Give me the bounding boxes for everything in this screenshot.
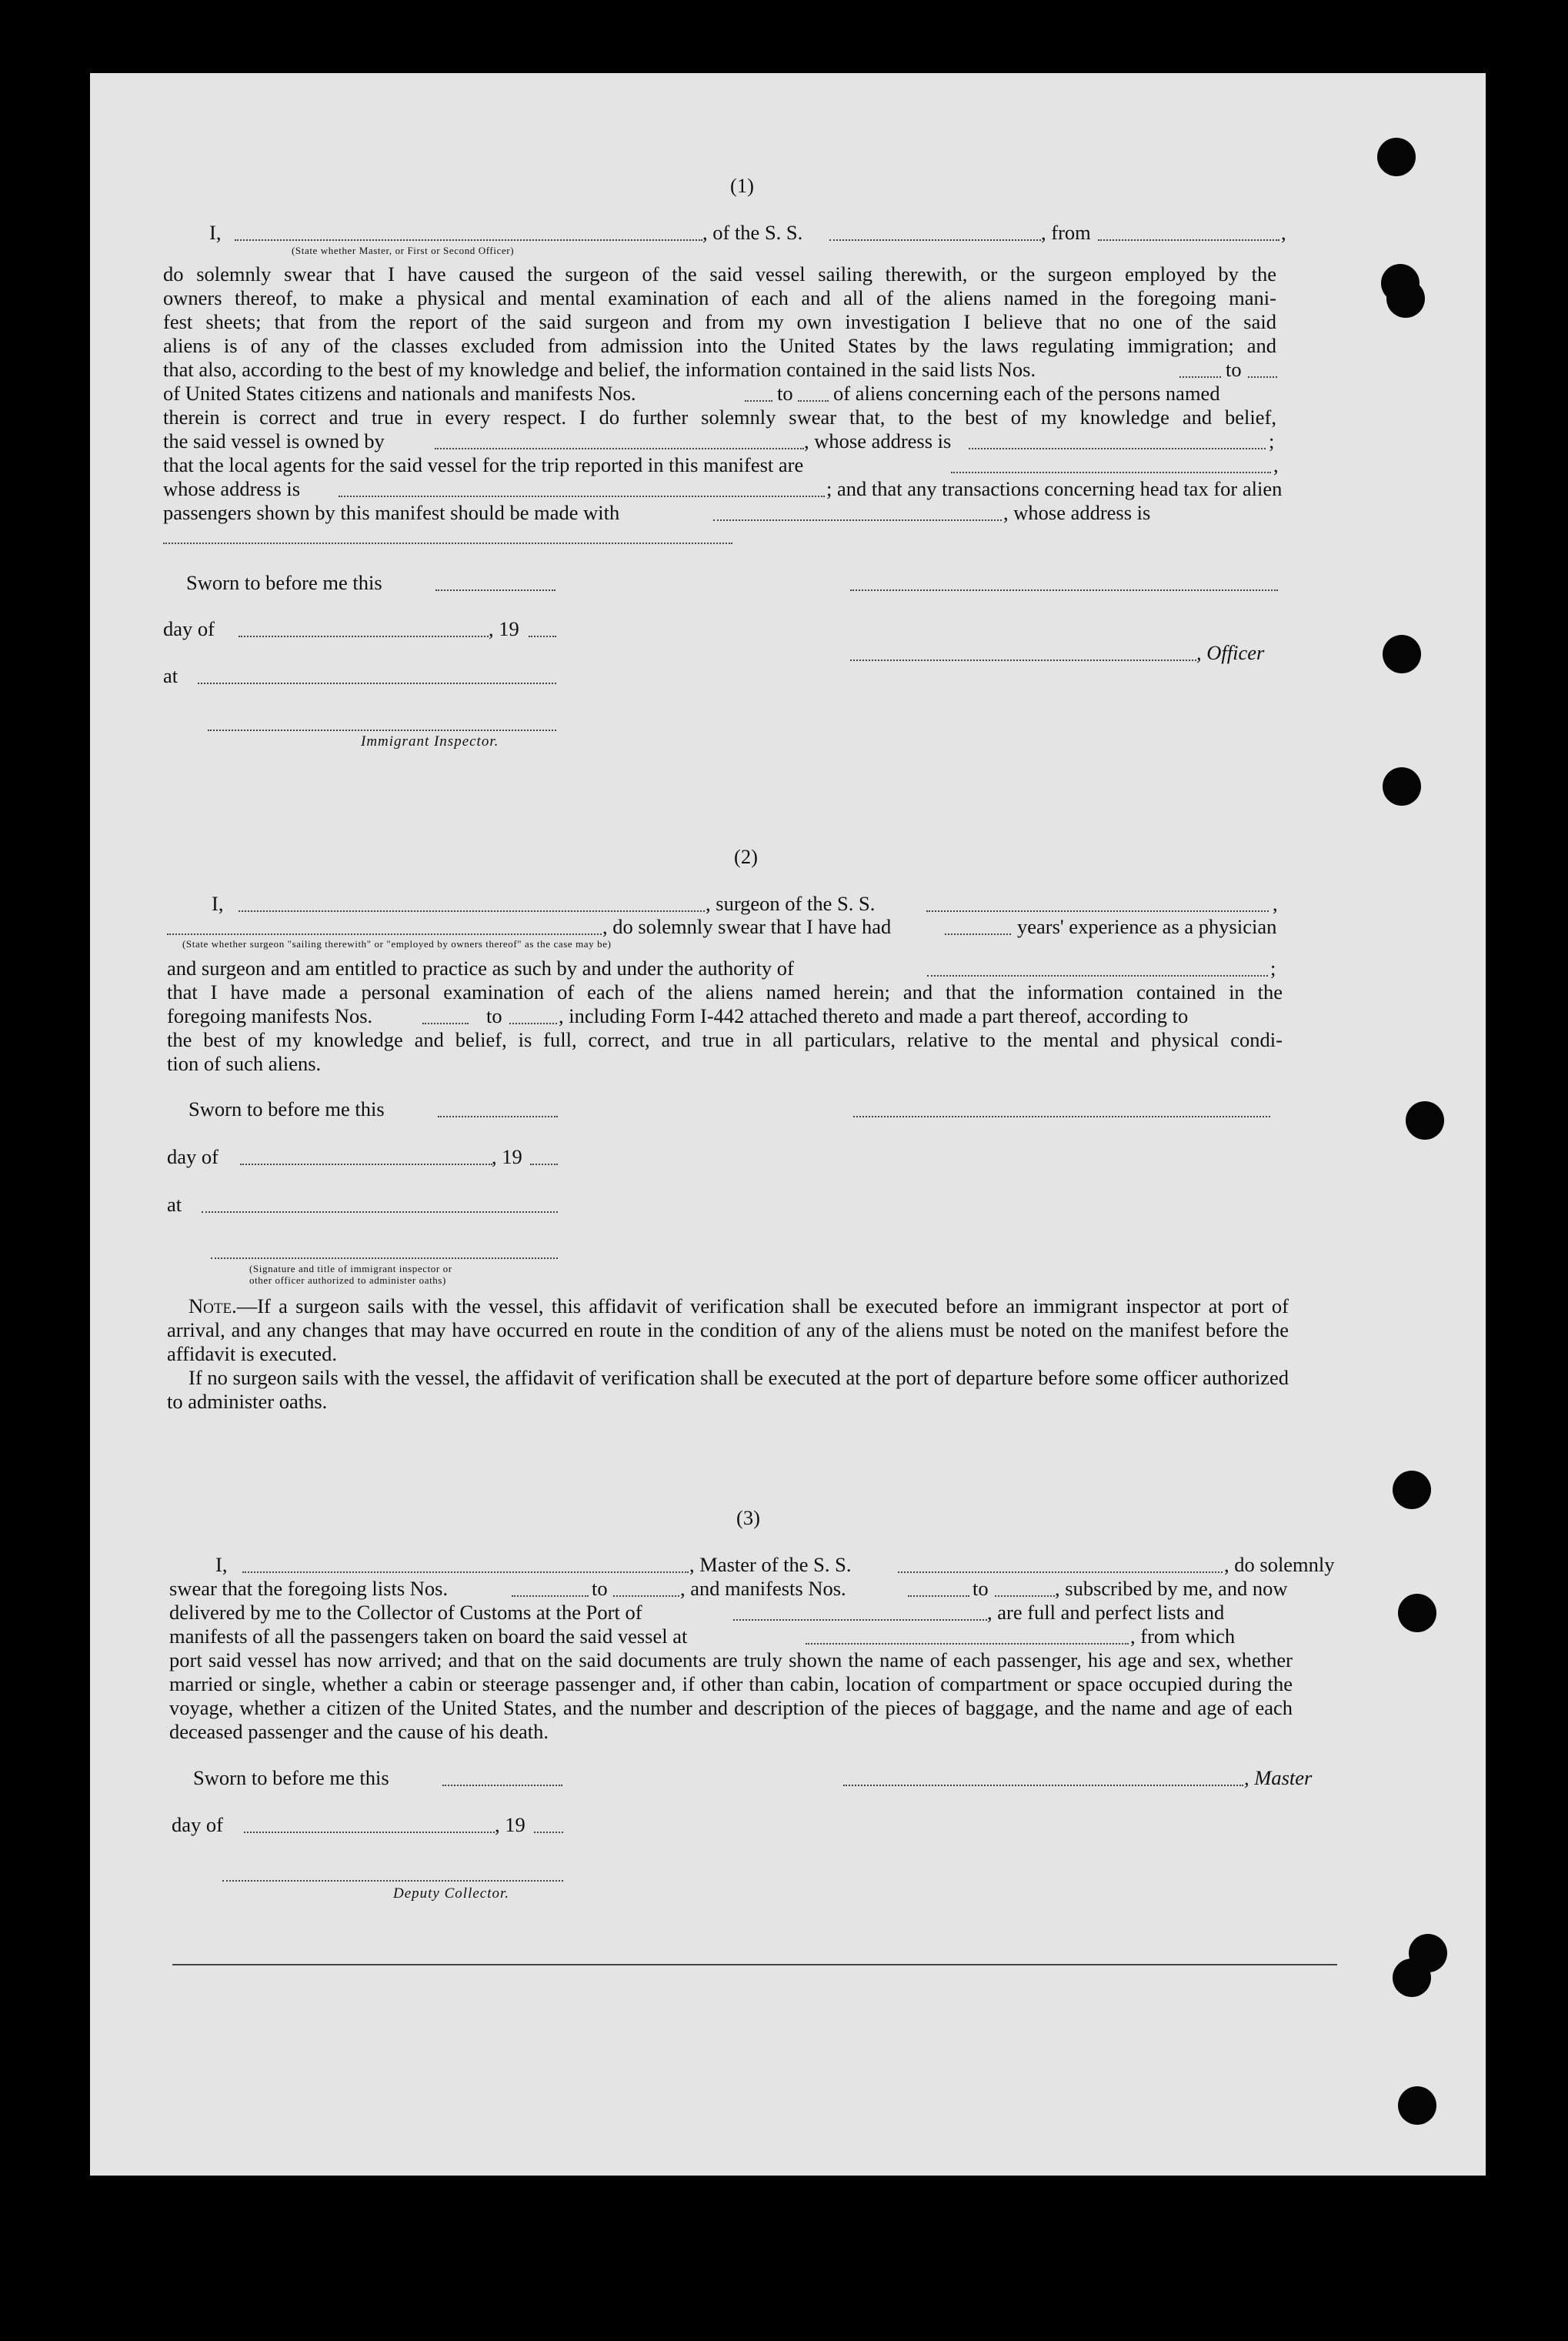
s2-authority-field[interactable] xyxy=(927,975,1268,977)
s2-day-of-label: day of xyxy=(167,1145,219,1168)
s1-para-line: that the local agents for the said vessel for the trip reported in this manifest are xyxy=(163,453,804,476)
s1-role-note: (State whether Master, or First or Second Officer) xyxy=(292,245,515,256)
form-page xyxy=(90,73,1486,2176)
s1-of-ss-label: , of the S. S. xyxy=(702,221,803,244)
s1-from-port-field[interactable] xyxy=(1098,239,1279,241)
s3-sworn-date-field[interactable] xyxy=(442,1785,562,1786)
s1-to-label: to xyxy=(1226,358,1242,381)
s2-manifests-from-field[interactable] xyxy=(422,1023,469,1024)
s1-head-tax-address-field[interactable] xyxy=(163,543,732,544)
s3-to1-label: to xyxy=(592,1577,608,1600)
s3-year-label: , 19 xyxy=(495,1813,525,1836)
s2-para-line: that I have made a personal examination of each of the aliens named herein; and that the information contained in the xyxy=(167,980,1283,1004)
s2-day-field[interactable] xyxy=(240,1164,492,1165)
s3-deputy-label: Deputy Collector. xyxy=(393,1885,510,1902)
s1-lists-from-field[interactable] xyxy=(1179,376,1221,378)
punch-hole xyxy=(1393,1959,1431,1997)
s1-owner-address-label: , whose address is xyxy=(804,429,952,453)
s1-at-label: at xyxy=(163,664,178,687)
s2-year-field[interactable] xyxy=(530,1164,558,1165)
s3-subscribed-label: , subscribed by me, and now xyxy=(1055,1577,1288,1600)
s2-vessel-field[interactable] xyxy=(926,910,1269,912)
note-text: —If a surgeon sails with the vessel, this affidavit of verification shall be executed before an immigrant inspector at port of arrival, and any changes that may have occurred en route in the condition of any of the aliens must be noted on the manifest before the affidavit is executed. xyxy=(167,1294,1289,1365)
s1-agents-address-field[interactable] xyxy=(339,496,825,497)
s1-semicolon: ; xyxy=(1269,429,1275,453)
s3-and-manifests-label: , and manifests Nos. xyxy=(680,1577,846,1600)
s1-whose-address-end: , whose address is xyxy=(1003,501,1151,524)
s3-lists-to-field[interactable] xyxy=(613,1595,679,1597)
s1-day-field[interactable] xyxy=(239,636,489,637)
s1-agents-field[interactable] xyxy=(951,472,1271,473)
s2-surgeon-of-label: , surgeon of the S. S. xyxy=(706,892,876,915)
punch-hole xyxy=(1377,138,1416,176)
section-3-number: (3) xyxy=(736,1506,760,1529)
section-1-number: (1) xyxy=(730,174,754,197)
s1-para-line: fest sheets; that from the report of the said surgeon and from my own investigation I believe that no one of the said xyxy=(163,310,1276,333)
s2-to-label: to xyxy=(486,1004,502,1027)
note-label: Note. xyxy=(188,1294,237,1317)
s1-para-line: of United States citizens and nationals and manifests Nos. xyxy=(163,382,636,405)
s2-line1-end: , xyxy=(1273,892,1278,915)
s3-manifests-to-field[interactable] xyxy=(995,1595,1055,1597)
s1-inspector-signature-line[interactable] xyxy=(208,730,556,731)
s2-semicolon: ; xyxy=(1270,957,1276,980)
s1-owner-address-field[interactable] xyxy=(969,448,1266,449)
bottom-rule xyxy=(172,1964,1337,1965)
s2-at-label: at xyxy=(167,1193,182,1216)
s2-signature-note: (Signature and title of immigrant inspector or xyxy=(249,1263,452,1274)
s3-to2-label: to xyxy=(972,1577,989,1600)
s2-role-note: (State whether surgeon "sailing therewith" or "employed by owners thereof" as the case may be) xyxy=(182,938,612,950)
punch-hole xyxy=(1406,1101,1444,1140)
s1-i-label: I, xyxy=(209,221,222,244)
s1-para-line: therein is correct and true in every respect. I do further solemnly swear that, to the best of my knowledge and belief, xyxy=(163,406,1276,429)
s2-years-text: years' experience as a physician xyxy=(1017,915,1277,938)
s2-note-2: If no surgeon sails with the vessel, the affidavit of verification shall be executed at the port of departure before some officer authorized to administer oaths. xyxy=(167,1366,1289,1413)
s3-line3-a: delivered by me to the Collector of Customs at the Port of xyxy=(169,1601,642,1624)
s1-para-line: whose address is xyxy=(163,477,301,500)
s2-para-line: tion of such aliens. xyxy=(167,1052,322,1075)
s1-sworn-label: Sworn to before me this xyxy=(186,571,382,594)
s3-master-of-label: , Master of the S. S. xyxy=(689,1553,852,1576)
s1-para-line: do solemnly swear that I have caused the surgeon of the said vessel sailing therewith, or the surgeon employed by the xyxy=(163,262,1276,286)
s3-manifests-from-field[interactable] xyxy=(908,1595,969,1597)
s1-inspector-label: Immigrant Inspector. xyxy=(361,733,499,750)
s3-master-signature-line[interactable] xyxy=(843,1785,1243,1786)
s2-manifests-to-field[interactable] xyxy=(509,1023,557,1024)
punch-hole xyxy=(1383,635,1421,673)
s3-day-of-label: day of xyxy=(172,1813,223,1836)
s1-officer-name-line[interactable] xyxy=(850,660,1196,661)
s1-para-line: aliens is of any of the classes excluded from admission into the United States by the laws regulating immigration; and xyxy=(163,334,1276,357)
s2-surgeon-type-field[interactable] xyxy=(167,933,602,935)
s2-sworn-label: Sworn to before me this xyxy=(188,1097,385,1120)
s1-from-label: , from xyxy=(1041,221,1091,244)
s2-inspector-signature-line[interactable] xyxy=(211,1257,558,1259)
s2-para-line: foregoing manifests Nos. xyxy=(167,1004,373,1027)
s2-para-line: the best of my knowledge and belief, is full, correct, and true in all particulars, relative to the mental and physical condi- xyxy=(167,1028,1283,1051)
s3-line3-b: , are full and perfect lists and xyxy=(987,1601,1225,1624)
s3-port-field[interactable] xyxy=(733,1619,987,1621)
s2-years-field[interactable] xyxy=(945,933,1011,935)
s2-surgeon-name-field[interactable] xyxy=(239,910,705,912)
s3-master-label: , Master xyxy=(1244,1766,1313,1789)
s1-para-line: that also, according to the best of my knowledge and belief, the information contained in the said lists Nos. xyxy=(163,358,1036,381)
s1-head-tax-text: ; and that any transactions concerning head tax for alien xyxy=(826,477,1283,500)
s1-officer-label: , Officer xyxy=(1196,641,1265,664)
s1-manifests-from-field[interactable] xyxy=(745,400,772,402)
s3-embark-port-field[interactable] xyxy=(806,1643,1129,1645)
s3-paragraph: port said vessel has now arrived; and that on the said documents are truly shown the name of each passenger, his age and sex, whether married or single, whether a cabin or steerage passenger and, if other than cabin, location of compartment or space occupied during the voyage, whether a citizen of the United States, and the number and description of the pieces of baggage, and the name and age of each deceased passenger and the cause of his death. xyxy=(169,1648,1293,1743)
s3-line2-a: swear that the foregoing lists Nos. xyxy=(169,1577,449,1600)
s3-vessel-field[interactable] xyxy=(898,1571,1223,1573)
s3-deputy-signature-line[interactable] xyxy=(222,1880,563,1882)
s1-owner-field[interactable] xyxy=(435,448,804,449)
punch-hole xyxy=(1398,1594,1436,1632)
s1-sworn-date-field[interactable] xyxy=(435,589,555,591)
s1-at-field[interactable] xyxy=(198,683,556,684)
s3-lists-from-field[interactable] xyxy=(512,1595,589,1597)
s2-signature-note: other officer authorized to administer oaths) xyxy=(249,1274,446,1286)
section-2-number: (2) xyxy=(734,845,758,868)
s3-master-name-field[interactable] xyxy=(242,1571,689,1573)
s1-para-line: owners thereof, to make a physical and mental examination of each and all of the aliens named in the foregoing mani- xyxy=(163,286,1276,309)
s3-i-label: I, xyxy=(215,1553,228,1576)
s2-note xyxy=(167,1294,1289,1366)
s2-including-text: , including Form I-442 attached thereto and made a part thereof, according to xyxy=(559,1004,1189,1027)
s1-to-label: to xyxy=(777,382,793,405)
s2-solemnly-text: , do solemnly swear that I have had xyxy=(602,915,892,938)
s1-head-tax-party-field[interactable] xyxy=(713,519,1002,521)
s1-day-of-label: day of xyxy=(163,617,215,640)
s1-of-aliens-text: of aliens concerning each of the persons named xyxy=(833,382,1220,405)
s3-line4-b: , from which xyxy=(1130,1625,1236,1648)
s2-sworn-date-field[interactable] xyxy=(438,1116,558,1117)
punch-hole xyxy=(1386,279,1425,318)
s2-i-label: I, xyxy=(212,892,224,915)
s2-surgeon-signature-line[interactable] xyxy=(853,1116,1270,1117)
s1-officer-signature-line[interactable] xyxy=(850,589,1278,591)
s1-para-line: the said vessel is owned by xyxy=(163,429,385,453)
s3-day-field[interactable] xyxy=(244,1832,495,1833)
s1-para-line: passengers shown by this manifest should be made with xyxy=(163,501,620,524)
s3-solemnly-label: , do solemnly xyxy=(1224,1553,1335,1576)
s3-sworn-label: Sworn to before me this xyxy=(193,1766,389,1789)
s1-officer-rank-field[interactable] xyxy=(235,239,702,241)
s1-vessel-name-field[interactable] xyxy=(829,239,1041,241)
s1-year-field[interactable] xyxy=(529,636,556,637)
punch-hole xyxy=(1393,1471,1431,1509)
s1-line1-end: , xyxy=(1281,221,1286,244)
punch-hole xyxy=(1398,2086,1436,2125)
s1-comma: , xyxy=(1273,453,1279,476)
s1-manifests-to-field[interactable] xyxy=(798,400,829,402)
s2-para-line: and surgeon and am entitled to practice as such by and under the authority of xyxy=(167,957,794,980)
s2-year-label: , 19 xyxy=(492,1145,522,1168)
s2-at-field[interactable] xyxy=(202,1211,558,1213)
s1-year-label: , 19 xyxy=(489,617,519,640)
s3-year-field[interactable] xyxy=(534,1832,563,1833)
s1-lists-to-field[interactable] xyxy=(1248,376,1277,378)
punch-hole xyxy=(1383,767,1421,806)
s3-line4-a: manifests of all the passengers taken on board the said vessel at xyxy=(169,1625,688,1648)
